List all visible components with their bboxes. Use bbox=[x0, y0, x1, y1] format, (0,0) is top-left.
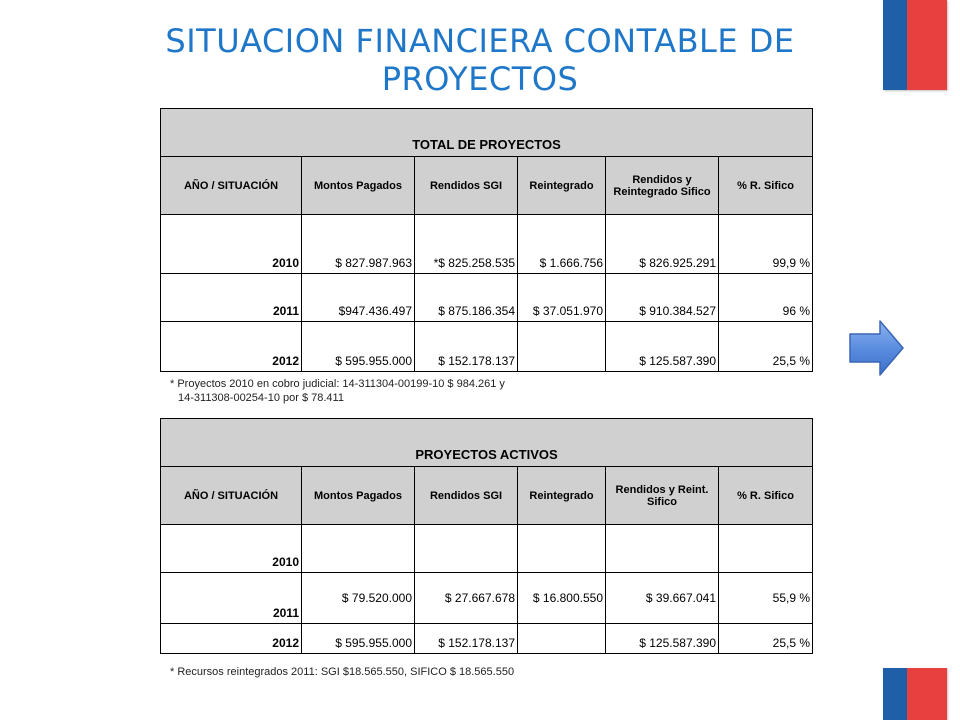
chile-flag-icon bbox=[883, 668, 947, 720]
column-header: Reintegrado bbox=[518, 157, 606, 215]
table-cell: $ 152.178.137 bbox=[415, 624, 518, 654]
column-header: Rendidos SGI bbox=[415, 157, 518, 215]
table-cell: 25,5 % bbox=[719, 322, 813, 372]
table-cell: $947.436.497 bbox=[302, 274, 415, 322]
footnote-judicial bbox=[170, 377, 505, 405]
table-cell: $ 79.520.000 bbox=[302, 573, 415, 624]
table-cell bbox=[719, 525, 813, 573]
table-cell bbox=[518, 525, 606, 573]
table-cell bbox=[518, 322, 606, 372]
table-cell: $ 16.800.550 bbox=[518, 573, 606, 624]
table-cell bbox=[415, 525, 518, 573]
column-header: % R. Sifico bbox=[719, 157, 813, 215]
year-cell: 2010 bbox=[161, 525, 302, 573]
table-row bbox=[161, 624, 813, 654]
column-header: AÑO / SITUACIÓN bbox=[161, 157, 302, 215]
table-cell: $ 37.051.970 bbox=[518, 274, 606, 322]
table-cell: $ 27.667.678 bbox=[415, 573, 518, 624]
year-cell: 2010 bbox=[161, 215, 302, 274]
footnote-reintegrated: * Recursos reintegrados 2011: SGI $18.565.550, SIFICO $ 18.565.550 bbox=[170, 666, 515, 678]
column-header: Montos Pagados bbox=[302, 157, 415, 215]
footnote-line: 14-311308-00254-10 por $ 78.411 bbox=[178, 392, 344, 404]
table-cell: $ 152.178.137 bbox=[415, 322, 518, 372]
column-header: Rendidos y Reint. Sifico bbox=[606, 467, 719, 525]
table-cell: $ 826.925.291 bbox=[606, 215, 719, 274]
table-cell: 25,5 % bbox=[719, 624, 813, 654]
year-cell: 2012 bbox=[161, 322, 302, 372]
right-arrow-icon[interactable] bbox=[848, 318, 906, 378]
table-cell: $ 125.587.390 bbox=[606, 322, 719, 372]
total-projects-table bbox=[160, 108, 813, 372]
table-cell bbox=[606, 525, 719, 573]
table-row bbox=[161, 573, 813, 624]
table-cell: 55,9 % bbox=[719, 573, 813, 624]
year-cell: 2012 bbox=[161, 624, 302, 654]
table-cell: $ 595.955.000 bbox=[302, 322, 415, 372]
year-cell: 2011 bbox=[161, 274, 302, 322]
table-cell: 96 % bbox=[719, 274, 813, 322]
footnote-line: * Proyectos 2010 en cobro judicial: 14-311304-00199-10 $ 984.261 y bbox=[170, 378, 505, 390]
active-projects-table bbox=[160, 418, 813, 654]
year-cell: 2011 bbox=[161, 573, 302, 624]
table-cell: $ 595.955.000 bbox=[302, 624, 415, 654]
table-cell: $ 125.587.390 bbox=[606, 624, 719, 654]
table-row bbox=[161, 322, 813, 372]
table-cell: 99,9 % bbox=[719, 215, 813, 274]
table-row bbox=[161, 274, 813, 322]
page-title: SITUACION FINANCIERA CONTABLE DE PROYECTOS bbox=[165, 22, 795, 98]
column-header: Rendidos SGI bbox=[415, 467, 518, 525]
column-header: % R. Sifico bbox=[719, 467, 813, 525]
chile-flag-icon bbox=[883, 0, 947, 90]
table-cell: $ 1.666.756 bbox=[518, 215, 606, 274]
column-header: Reintegrado bbox=[518, 467, 606, 525]
table-cell bbox=[302, 525, 415, 573]
table-cell bbox=[518, 624, 606, 654]
column-header: AÑO / SITUACIÓN bbox=[161, 467, 302, 525]
table-title: PROYECTOS ACTIVOS bbox=[161, 419, 813, 467]
table-cell: $ 875.186.354 bbox=[415, 274, 518, 322]
column-header: Montos Pagados bbox=[302, 467, 415, 525]
table-cell: $ 827.987.963 bbox=[302, 215, 415, 274]
table-title: TOTAL DE PROYECTOS bbox=[161, 109, 813, 157]
column-header: Rendidos y Reintegrado Sifico bbox=[606, 157, 719, 215]
table-cell: *$ 825.258.535 bbox=[415, 215, 518, 274]
table-cell: $ 39.667.041 bbox=[606, 573, 719, 624]
table-row bbox=[161, 525, 813, 573]
table-row bbox=[161, 215, 813, 274]
table-cell: $ 910.384.527 bbox=[606, 274, 719, 322]
